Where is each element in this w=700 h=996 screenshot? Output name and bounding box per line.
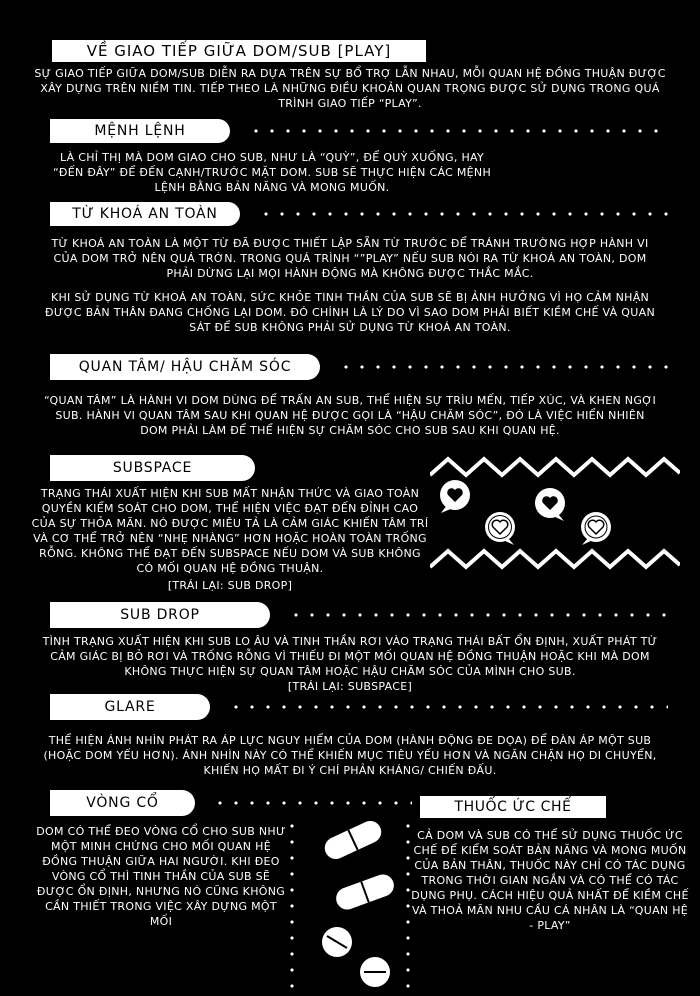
dotted-divider xyxy=(288,613,668,617)
pill-capsule-icon xyxy=(333,871,397,912)
sub-drop-note: [TRÁI LẠI: SUBSPACE] xyxy=(287,680,413,693)
dotted-divider xyxy=(338,365,668,369)
dotted-divider xyxy=(228,705,668,709)
section-label-menh-lenh: MỆNH LỆNH xyxy=(50,119,230,143)
pill-capsule-icon xyxy=(321,817,385,862)
heart-speech-bubble-icon xyxy=(535,488,565,521)
section-label-tu-khoa-an-toan: TỪ KHOÁ AN TOÀN xyxy=(50,202,240,226)
glare-text: THỂ HIỆN ÁNH NHÌN PHÁT RA ÁP LỰC NGUY HIỂM CỦA DOM (HÀNH ĐỘNG ĐE DỌA) ĐỂ ĐÀN ÁP MỘT SUB (HOẶC DOM YẾU HƠN). ÁNH NHÌN NÀY CÓ THỂ KHIẾN MỤC TIÊU YẾU HƠN VÀ NGĂN CHẶN HỌ DI CHUYỂN, KHIẾN HỌ MẤT ĐI Ý CHÍ PHẢN KHÁNG/ CHIẾN ĐẤU. xyxy=(43,734,657,777)
section-label-subspace: SUBSPACE xyxy=(50,455,255,481)
vong-co-text: DOM CÓ THỂ ĐEO VÒNG CỔ CHO SUB NHƯ MỘT MINH CHỨNG CHO MỐI QUAN HỆ ĐỒNG THUẬN GIỮA HAI NGƯỜI. KHI ĐEO VÒNG CỔ THÌ TINH THẦN CỦA SUB SẼ ĐƯỢC ỔN ĐỊNH, NHƯNG NÓ CŨNG KHÔNG CẦN THIẾT TRONG VIỆC XÂY DỰNG MỘT MỐI xyxy=(36,825,286,928)
dotted-divider xyxy=(212,801,412,805)
tu-khoa-text-2: KHI SỬ DỤNG TỪ KHOÁ AN TOÀN, SỨC KHỎE TINH THẦN CỦA SUB SẼ BỊ ẢNH HƯỞNG VÌ HỌ CẢM NHẬN ĐƯỢC BẢN THÂN ĐANG CHỐNG LẠI DOM. ĐÓ CHÍNH LÀ LÝ DO VÌ SAO DOM PHẢI BIẾT KIỀM CHẾ VÀ QUAN SÁT ĐỂ SUB KHÔNG PHẢI SỬ DỤNG TỪ KHOÁ AN TOÀN. xyxy=(45,291,655,334)
section-label-sub-drop: SUB DROP xyxy=(50,602,270,628)
thuoc-text: CẢ DOM VÀ SUB CÓ THỂ SỬ DỤNG THUỐC ỨC CHẾ ĐỂ KIỂM SOÁT BẢN NĂNG VÀ MONG MUỐN CỦA BẢN THÂN, THUỐC NÀY CHỈ CÓ TÁC DỤNG TRONG THỜI GIAN NGẮN VÀ CÓ THỂ CÓ TÁC DỤNG PHỤ. CÁCH HIỆU QUẢ NHẤT ĐỂ KIỀM CHẾ VÀ THOẢ MÃN NHU CẦU CÁ NHÂN LÀ “QUAN HỆ - PLAY” xyxy=(411,829,689,932)
section-label-vong-co: VÒNG CỔ xyxy=(50,790,195,816)
page-title: VỀ GIAO TIẾP GIỮA DOM/SUB [PLAY] xyxy=(52,40,426,62)
tablet-icon xyxy=(322,927,352,957)
dotted-divider xyxy=(248,129,668,133)
subspace-text: TRẠNG THÁI XUẤT HIỆN KHI SUB MẤT NHẬN THỨC VÀ GIAO TOÀN QUYỀN KIỂM SOÁT CHO DOM, THỂ HIỆN VIỆC ĐẠT ĐẾN ĐỈNH CAO CỦA SỰ THỎA MÃN. NÓ ĐƯỢC MIÊU TẢ LÀ CẢM GIÁC KHIẾN TÂM TRÍ VÀ CƠ THỂ TRỞ NÊN “NHẸ NHÀNG” HƠN HOẶC HOÀN TOÀN TRỐNG RỖNG. KHÔNG THỂ ĐẠT ĐẾN SUBSPACE NẾU DOM VÀ SUB KHÔNG CÓ MỐI QUAN HỆ ĐỒNG THUẬN. xyxy=(31,487,429,575)
section-label-quan-tam: QUAN TÂM/ HẬU CHĂM SÓC xyxy=(50,354,320,380)
zigzag-border-bottom xyxy=(430,551,680,567)
tu-khoa-text-1: TỪ KHOÁ AN TOÀN LÀ MỘT TỪ ĐÃ ĐƯỢC THIẾT LẬP SẴN TỪ TRƯỚC ĐỂ TRÁNH TRƯỜNG HỢP HÀNH VI CỦA DOM TRỞ NÊN QUÁ TRỚN. TRONG QUÁ TRÌNH “”PLAY” NẾU SUB NÓI RA TỪ KHOÁ AN TOÀN, DOM PHẢI DỪNG LẠI MỌI HÀNH ĐỘNG MÀ KHÔNG ĐƯỢC THẮC MẮC. xyxy=(51,237,649,280)
zigzag-hearts-decoration xyxy=(430,455,680,585)
intro-text: SỰ GIAO TIẾP GIỮA DOM/SUB DIỄN RA DỰA TRÊN SỰ BỔ TRỢ LẪN NHAU, MỖI QUAN HỆ ĐỒNG THUẬN ĐƯỢC XÂY DỰNG TRÊN NIỀM TIN. TIẾP THEO LÀ NHỮNG ĐIỀU KHOẢN QUAN TRỌNG ĐƯỢC SỬ DỤNG TRONG QUÁ TRÌNH GIAO TIẾP “PLAY”. xyxy=(34,67,666,110)
sub-drop-text: TÌNH TRẠNG XUẤT HIỆN KHI SUB LO ÂU VÀ TINH THẦN RƠI VÀO TRẠNG THÁI BẤT ỔN ĐỊNH, XUẤT PHÁT TỪ CẢM GIÁC BỊ BỎ RƠI VÀ TRỐNG RỖNG VÌ THIẾU ĐI MỘT MỐI QUAN HỆ ĐỒNG THUẬN HOẶC KHI MÀ DOM KHÔNG THỰC HIỆN SỰ QUAN TÂM HOẶC HẬU CHĂM SÓC CỦA MÌNH CHO SUB. xyxy=(42,635,658,678)
heart-speech-bubble-icon xyxy=(440,480,470,513)
section-label-glare: GLARE xyxy=(50,694,210,720)
section-label-thuoc-uc-che: THUỐC ỨC CHẾ xyxy=(420,796,606,818)
menh-lenh-text: LÀ CHỈ THỊ MÀ DOM GIAO CHO SUB, NHƯ LÀ “QUỲ”, ĐỂ QUỲ XUỐNG, HAY “ĐẾN ĐÂY” ĐỂ ĐẾN CẠNH/TRƯỚC MẶT DOM. SUB SẼ THỰC HIỆN CÁC MỆNH LỆNH BẰNG BẢN NĂNG VÀ MONG MUỐN. xyxy=(52,151,492,194)
subspace-note: [TRÁI LẠI: SUB DROP] xyxy=(167,579,293,592)
quan-tam-text: “QUAN TÂM” LÀ HÀNH VI DOM DÙNG ĐỂ TRẤN AN SUB, THỂ HIỆN SỰ TRÌU MẾN, TIẾP XÚC, VÀ KHEN NGỢI SUB. HÀNH VI QUAN TÂM SAU KHI QUAN HỆ ĐƯỢC GỌI LÀ “HẬU CHĂM SÓC”, ĐÓ LÀ VIỆC HIỂN NHIÊN DOM PHẢI LÀM ĐỂ THỂ HIỆN SỰ CHĂM SÓC CHO SUB SAU KHI QUAN HỆ. xyxy=(43,394,657,437)
dotted-divider xyxy=(258,212,668,216)
zigzag-border-top xyxy=(430,459,680,475)
pills-illustration xyxy=(305,810,405,990)
tablet-icon xyxy=(360,957,390,987)
heart-speech-bubble-icon xyxy=(581,512,611,545)
dotted-divider-vertical xyxy=(290,818,294,988)
heart-speech-bubble-icon xyxy=(485,512,515,545)
